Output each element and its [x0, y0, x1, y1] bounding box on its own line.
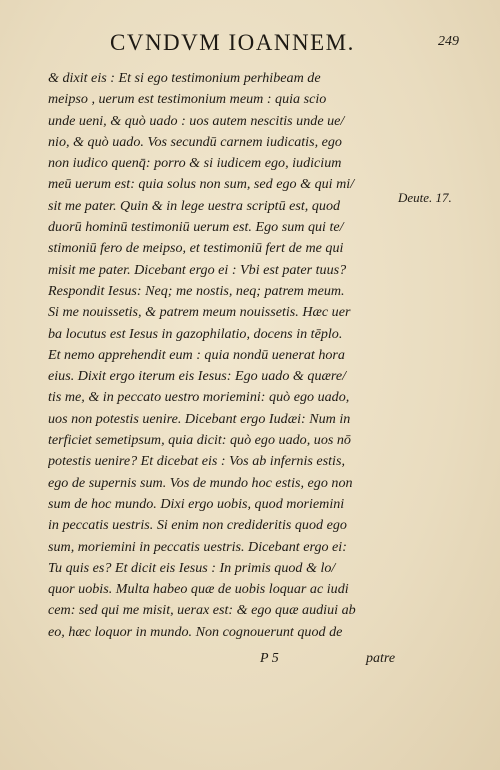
- text-line: uos non potestis uenire. Dicebant ergo Iudæi: Num in: [48, 410, 351, 427]
- text-line: Respondit Iesus: Neq; me nostis, neq; patrem meum.: [48, 282, 345, 299]
- page-footer: [0, 651, 500, 673]
- text-line: stimoniū fero de meipso, et testimoniū fert de me qui: [48, 240, 344, 257]
- text-line: ego de supernis sum. Vos de mundo hoc estis, ego non: [48, 474, 353, 491]
- text-line: sum de hoc mundo. Dixi ergo uobis, quod moriemini: [48, 495, 345, 512]
- text-line: tis me, & in peccato uestro moriemini: quò ego uado,: [48, 389, 350, 406]
- text-line: meū uerum est: quia solus non sum, sed ego & qui mi/: [48, 176, 355, 193]
- page-number: 249: [438, 34, 459, 49]
- text-line: terficiet semetipsum, quia dicit: quò ego uado, uos nō: [48, 432, 351, 449]
- text-line: quor uobis. Multa habeo quæ de uobis loquar ac iudi: [48, 581, 349, 598]
- text-line: sum, moriemini in peccatis uestris. Dicebant ergo ei:: [48, 538, 347, 555]
- text-line: eo, hæc loquor in mundo. Non cognouerunt quod de: [48, 623, 343, 640]
- text-line: & dixit eis : Et si ego testimonium perhibeam de: [48, 70, 321, 86]
- text-line: duorū hominū testimoniū uerum est. Ego sum qui te/: [48, 219, 344, 236]
- running-title: CVNDVM IOANNEM.: [110, 30, 355, 55]
- text-line: Et nemo apprehendit eum : quia nondū uenerat hora: [48, 346, 345, 363]
- signature-mark: P 5: [260, 651, 279, 666]
- text-line: misit me pater. Dicebant ergo ei : Vbi est pater tuus?: [48, 261, 347, 278]
- text-line: ba locutus est Iesus in gazophilatio, docens in tēplo.: [48, 325, 343, 342]
- text-line: eius. Dixit ergo iterum eis Iesus: Ego uado & quære/: [48, 368, 347, 385]
- text-line: nio, & quò uado. Vos secundū carnem iudicatis, ego: [48, 133, 342, 150]
- body-text: [48, 68, 408, 643]
- catchword: patre: [366, 651, 396, 666]
- text-line: Tu quis es? Et dicit eis Iesus : In primis quod & lo/: [48, 559, 336, 576]
- text-line: cem: sed qui me misit, uerax est: & ego quæ audiui ab: [48, 602, 356, 619]
- text-line: sit me pater. Quin & in lege uestra scriptū est, quod: [48, 197, 341, 214]
- marginal-note: Deute. 17.: [398, 190, 452, 205]
- text-line: Si me nouissetis, & patrem meum nouissetis. Hæc uer: [48, 304, 351, 321]
- text-line: meipso , uerum est testimonium meum : quia scio: [48, 91, 327, 108]
- text-line: in peccatis uestris. Si enim non credideritis quod ego: [48, 517, 347, 534]
- text-line: non iudico quenq̄: porro & si iudicem ego, iudicium: [48, 155, 342, 172]
- text-line: potestis uenire? Et dicebat eis : Vos ab infernis estis,: [48, 453, 345, 470]
- text-line: unde ueni, & quò uado : uos autem nescitis unde ue/: [48, 112, 345, 129]
